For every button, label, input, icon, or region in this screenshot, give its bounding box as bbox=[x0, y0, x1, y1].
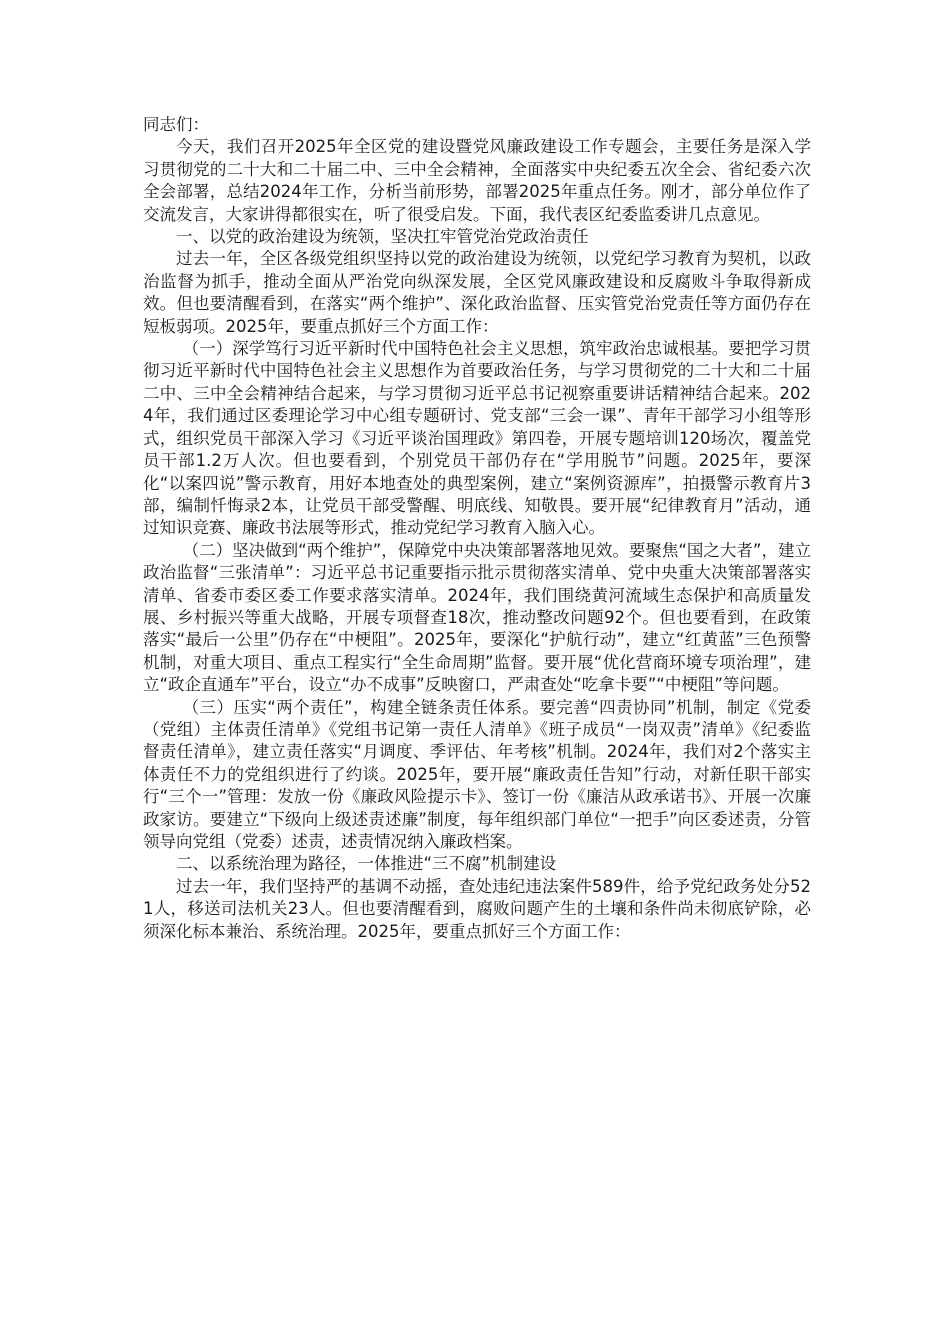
section-2-heading: 二、以系统治理为路径，一体推进“三不腐”机制建设 bbox=[176, 854, 557, 874]
document-page bbox=[143, 114, 811, 943]
section-1-paragraph: 过去一年，全区各级党组织坚持以党的政治建设为统领，以党纪学习教育为契机，以政治监督为抓手，推动全面从严治党向纵深发展，全区党风廉政建设和反腐败斗争取得新成效。但也要清醒看到，在落实“两个维护”、深化政治监督、压实管党治党责任等方面仍存在短板弱项。2025年，要重点抓好三个方面工作： bbox=[143, 249, 811, 336]
section-1-item-2: （二）坚决做到“两个维护”，保障党中央决策部署落地见效。要聚焦“国之大者”，建立政治监督“三张清单”：习近平总书记重要指示批示贯彻落实清单、党中央重大决策部署落实清单、省委市委区委工作要求落实清单。2024年，我们围绕黄河流域生态保护和高质量发展、乡村振兴等重大战略，开展专项督查18次，推动整改问题92个。但也要看到，在政策落实“最后一公里”仍存在“中梗阻”。2025年，要深化“护航行动”，建立“红黄蓝”三色预警机制，对重大项目、重点工程实行“全生命周期”监督。要开展“优化营商环境专项治理”，建立“政企直通车”平台，设立“办不成事”反映窗口，严肃查处“吃拿卡要”“中梗阻”等问题。 bbox=[143, 540, 811, 695]
section-1-heading: 一、以党的政治建设为统领，坚决扛牢管党治党政治责任 bbox=[176, 227, 589, 247]
salutation: 同志们： bbox=[143, 115, 209, 134]
section-2-paragraph: 过去一年，我们坚持严的基调不动摇，查处违纪违法案件589件，给予党纪政务处分521人，移送司法机关23人。但也要清醒看到，腐败问题产生的土壤和条件尚未彻底铲除，必须深化标本兼治、系统治理。2025年，要重点抓好三个方面工作： bbox=[143, 876, 811, 941]
section-1-item-1: （一）深学笃行习近平新时代中国特色社会主义思想，筑牢政治忠诚根基。要把学习贯彻习近平新时代中国特色社会主义思想作为首要政治任务，与学习贯彻党的二十大和二十届二中、三中全会精神结合起来，与学习贯彻习近平总书记视察重要讲话精神结合起来。2024年，我们通过区委理论学习中心组专题研讨、党支部“三会一课”、青年干部学习小组等形式，组织党员干部深入学习《习近平谈治国理政》第四卷，开展专题培训120场次，覆盖党员干部1.2万人次。但也要看到，个别党员干部仍存在“学用脱节”问题。2025年，要深化“以案四说”警示教育，用好本地查处的典型案例，建立“案例资源库”，拍摄警示教育片3部，编制忏悔录2本，让党员干部受警醒、明底线、知敬畏。要开展“纪律教育月”活动，通过知识竞赛、廉政书法展等形式，推动党纪学习教育入脑入心。 bbox=[143, 339, 811, 538]
intro-paragraph: 今天，我们召开2025年全区党的建设暨党风廉政建设工作专题会，主要任务是深入学习贯彻党的二十大和二十届二中、三中全会精神，全面落实中央纪委五次全会、省纪委六次全会部署，总结2024年工作，分析当前形势，部署2025年重点任务。刚才，部分单位作了交流发言，大家讲得都很实在，听了很受启发。下面，我代表区纪委监委讲几点意见。 bbox=[143, 137, 811, 224]
section-1-item-3: （三）压实“两个责任”，构建全链条责任体系。要完善“四责协同”机制，制定《党委（党组）主体责任清单》《党组书记第一责任人清单》《班子成员“一岗双责”清单》《纪委监督责任清单》，建立责任落实“月调度、季评估、年考核”机制。2024年，我们对2个落实主体责任不力的党组织进行了约谈。2025年，要开展“廉政责任告知”行动，对新任职干部实行“三个一”管理：发放一份《廉政风险提示卡》、签订一份《廉洁从政承诺书》、开展一次廉政家访。要建立“下级向上级述责述廉”制度，每年组织部门单位“一把手”向区委述责，分管领导向党组（党委）述责，述责情况纳入廉政档案。 bbox=[143, 697, 811, 851]
